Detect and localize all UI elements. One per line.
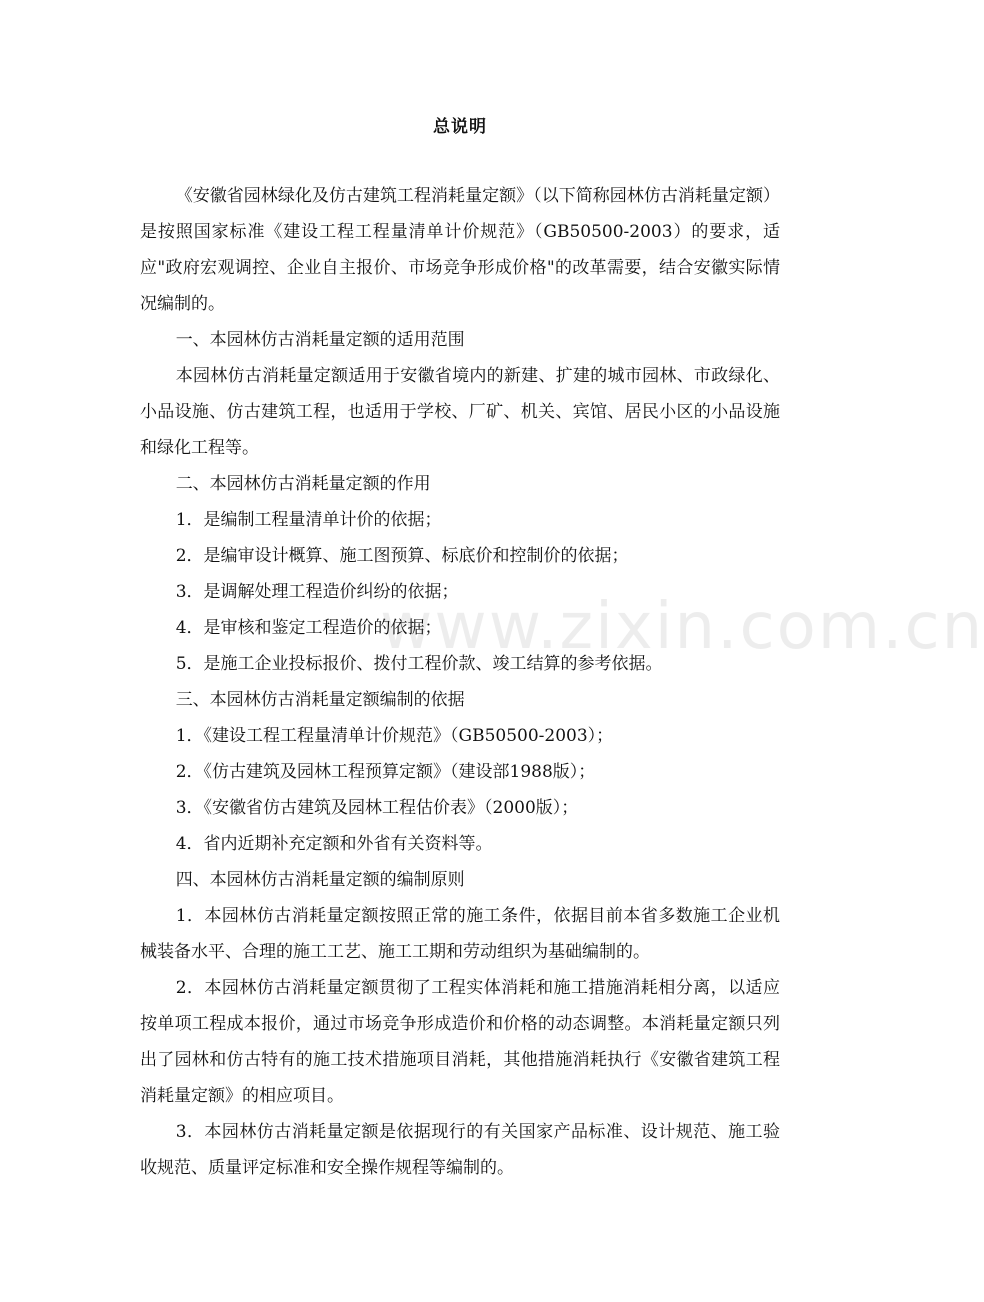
list-item: 1．本园林仿古消耗量定额按照正常的施工条件，依据目前本省多数施工企业机械装备水平、合理的施工工艺、施工工期和劳动组织为基础编制的。 <box>140 906 780 962</box>
list-item: 2．《仿古建筑及园林工程预算定额》（建设部1988版）； <box>175 762 596 782</box>
list-item: 1．《建设工程工程量清单计价规范》（GB50500-2003）； <box>175 726 614 746</box>
section-heading-4: 四、本园林仿古消耗量定额的编制原则 <box>175 870 465 890</box>
list-item: 3．《安徽省仿古建筑及园林工程估价表》（2000版）； <box>175 798 579 818</box>
paragraph-intro: 《安徽省园林绿化及仿古建筑工程消耗量定额》（以下简称园林仿古消耗量定额）是按照国家标准《建设工程工程量清单计价规范》（GB50500-2003）的要求，适应"政府宏观调控、企业自主报价、市场竞争形成价格"的改革需要，结合安徽实际情况编制的。 <box>140 186 780 314</box>
list-item: 4．是审核和鉴定工程造价的依据； <box>175 618 442 638</box>
list-item: 3．本园林仿古消耗量定额是依据现行的有关国家产品标准、设计规范、施工验收规范、质量评定标准和安全操作规程等编制的。 <box>140 1122 780 1178</box>
section-heading-2: 二、本园林仿古消耗量定额的作用 <box>175 474 431 494</box>
document-body <box>140 178 780 1186</box>
section-heading-1: 一、本园林仿古消耗量定额的适用范围 <box>175 330 465 350</box>
list-item: 2．本园林仿古消耗量定额贯彻了工程实体消耗和施工措施消耗相分离，以适应按单项工程成本报价，通过市场竞争形成造价和价格的动态调整。本消耗量定额只列出了园林和仿古特有的施工技术措施项目消耗，其他措施消耗执行《安徽省建筑工程消耗量定额》的相应项目。 <box>140 978 780 1106</box>
page-title: 总说明 <box>433 117 487 137</box>
list-item: 1．是编制工程量清单计价的依据； <box>175 510 442 530</box>
list-item: 2．是编审设计概算、施工图预算、标底价和控制价的依据； <box>175 546 629 566</box>
list-item: 5．是施工企业投标报价、拨付工程价款、竣工结算的参考依据。 <box>175 654 663 674</box>
watermark: www.zixin.com.cn <box>380 590 984 664</box>
section-heading-3: 三、本园林仿古消耗量定额编制的依据 <box>175 690 465 710</box>
paragraph: 本园林仿古消耗量定额适用于安徽省境内的新建、扩建的城市园林、市政绿化、小品设施、仿古建筑工程，也适用于学校、厂矿、机关、宾馆、居民小区的小品设施和绿化工程等。 <box>140 366 780 458</box>
list-item: 4．省内近期补充定额和外省有关资料等。 <box>175 834 493 854</box>
list-item: 3．是调解处理工程造价纠纷的依据； <box>175 582 459 602</box>
